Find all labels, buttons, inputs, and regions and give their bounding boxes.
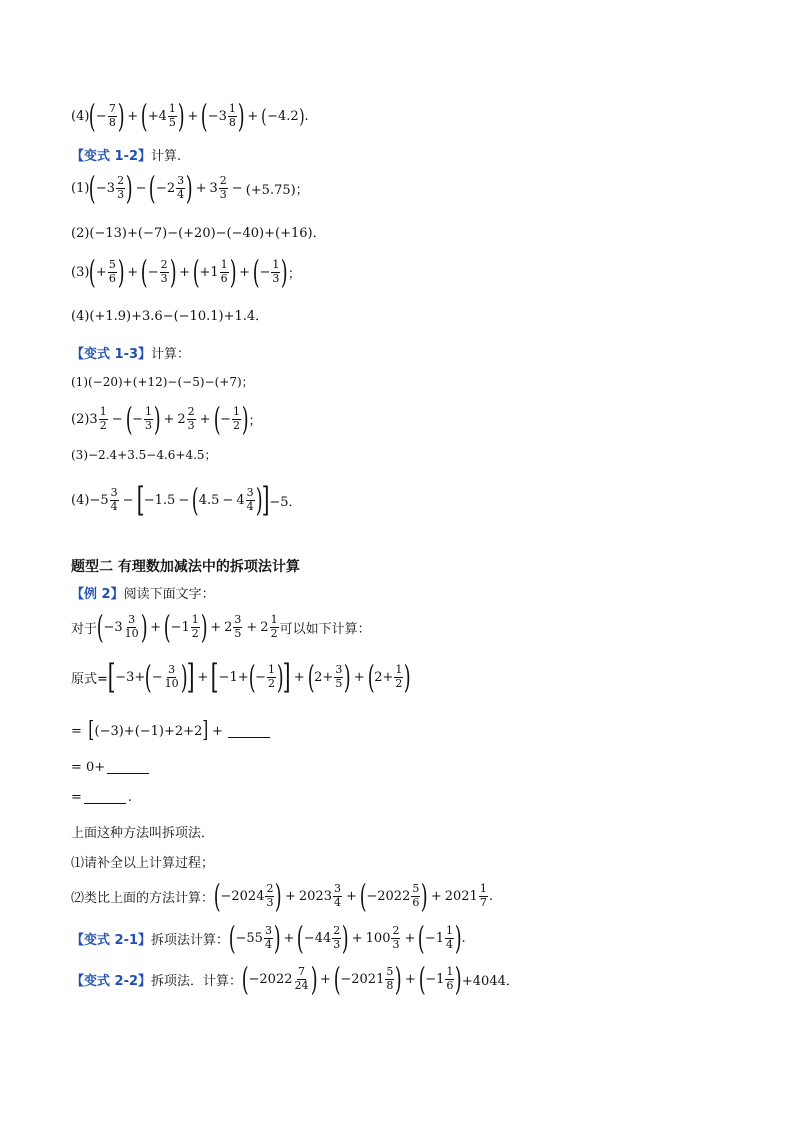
fraction: $\frac{2}{3}$ xyxy=(187,404,195,432)
variant-1-2-q3: (3) ( + $\frac{5}{6}$ ) + ( − $\frac{2}{3}$ ) + ( +1 $\frac{1}{6}$ ) + ( − $\frac{1}{3}$ ) ； xyxy=(71,253,301,291)
variant-2-1: 【变式 2-1】 拆项法计算： ( −55 $\frac{3}{4}$ ) + ( −44 $\frac{2}{3}$ ) + 100 $\frac{2}{3}$ + ( −1 $\frac{1}{4}$ ) . xyxy=(71,919,466,957)
fraction: $\frac{5}{6}$ xyxy=(108,257,116,285)
fraction: $\frac{5}{6}$ xyxy=(412,881,420,909)
fraction: $\frac{2}{3}$ xyxy=(160,257,168,285)
variant-1-2-q1: (1) ( −3 $\frac{2}{3}$ ) − ( −2 $\frac{3}{4}$ ) + 3 $\frac{2}{3}$ − (+5.75)； xyxy=(71,169,309,207)
fraction: $\frac{1}{2}$ xyxy=(232,404,240,432)
fraction: $\frac{1}{2}$ xyxy=(191,612,199,640)
fraction: $\frac{3}{10}$ xyxy=(124,612,139,640)
variant-1-3-q1: (1)(−20)+(+12)−(−5)−(+7)； xyxy=(71,375,254,389)
example-2-title: 【例 2】 阅读下面文字： xyxy=(71,587,215,602)
variant-1-2-title: 【变式 1-2】 计算. xyxy=(71,149,182,164)
fraction: $\frac{3}{4}$ xyxy=(110,485,118,513)
answer-blank[interactable] xyxy=(228,725,270,738)
example-2-expression: 对于 ( −3 $\frac{3}{10}$ ) + ( −1 $\frac{1}{2}$ ) + 2 $\frac{3}{5}$ + 2 $\frac{1}{2}$ 可以如下计算： xyxy=(71,608,371,646)
fraction: $\frac{7}{8}$ xyxy=(108,101,116,129)
variant-1-2-q4: (4)(+1.9)+3.6−(−10.1)+1.4． xyxy=(71,309,269,324)
variant-1-3-title: 【变式 1-3】 计算： xyxy=(71,347,191,362)
fraction: $\frac{1}{2}$ xyxy=(99,404,107,432)
fraction: $\frac{2}{3}$ xyxy=(266,881,274,909)
fraction: $\frac{3}{5}$ xyxy=(335,662,343,690)
fraction: $\frac{1}{3}$ xyxy=(145,404,152,432)
problem-1-1-4: (4) ( − $\frac{7}{8}$ ) + ( +4 $\frac{1}{5}$ ) + ( −3 $\frac{1}{8}$ ) + ( −4.2 ) . xyxy=(71,97,309,135)
example-2-step-4: = . xyxy=(71,790,133,805)
example-2-q2: ⑵类比上面的方法计算： ( −2024 $\frac{2}{3}$ ) + 2023 $\frac{3}{4}$ + ( −2022 $\frac{5}{6}$ ) + 2021 $\frac{1}{7}$ . xyxy=(71,877,493,915)
variant-1-2-q2: (2)(−13)+(−7)−(+20)−(−40)+(+16)． xyxy=(71,226,326,241)
fraction: $\frac{5}{8}$ xyxy=(386,964,394,992)
fraction: $\frac{3}{5}$ xyxy=(234,612,242,640)
answer-blank[interactable] xyxy=(107,761,149,774)
fraction: $\frac{1}{2}$ xyxy=(270,612,278,640)
fraction: $\frac{3}{4}$ xyxy=(333,881,341,909)
fraction: $\frac{1}{6}$ xyxy=(220,257,228,285)
fraction: $\frac{2}{3}$ xyxy=(392,923,400,951)
fraction: $\frac{3}{4}$ xyxy=(177,173,185,201)
example-2-step-1: 原式= [ −3+ ( − $\frac{3}{10}$ ) ] + [ −1+ ( − $\frac{1}{2}$ ) ] + ( 2+ $\frac{3}{5}$ ) + ( 2+ $\frac{1}{2}$ ) xyxy=(71,657,412,697)
fraction: $\frac{1}{6}$ xyxy=(446,964,454,992)
section-heading: 题型二 有理数加减法中的拆项法计算 xyxy=(71,559,300,575)
fraction: $\frac{2}{3}$ xyxy=(117,173,125,201)
example-2-step-3: = 0+ xyxy=(71,760,151,775)
fraction: $\frac{1}{7}$ xyxy=(479,881,487,909)
method-note: 上面这种方法叫拆项法． xyxy=(71,826,215,841)
example-2-q1: ⑴请补全以上计算过程； xyxy=(71,856,215,871)
variant-1-3-q2: (2) 3 $\frac{1}{2}$ − ( − $\frac{1}{3}$ ) + 2 $\frac{2}{3}$ + ( − $\frac{1}{2}$ ) ； xyxy=(71,400,262,438)
fraction: $\frac{1}{3}$ xyxy=(272,257,280,285)
fraction: $\frac{7}{24}$ xyxy=(294,964,309,992)
fraction: $\frac{3}{10}$ xyxy=(164,662,179,690)
fraction: $\frac{2}{3}$ xyxy=(333,923,341,951)
fraction: $\frac{1}{4}$ xyxy=(446,923,454,951)
fraction: $\frac{1}{2}$ xyxy=(268,662,275,690)
fraction: $\frac{3}{4}$ xyxy=(264,923,272,951)
variant-1-3-q4: (4) −5 $\frac{3}{4}$ − [ −1.5 − ( 4.5 − 4 $\frac{3}{4}$ ) ] −5． xyxy=(71,480,302,520)
fraction: $\frac{3}{4}$ xyxy=(246,485,254,513)
answer-blank[interactable] xyxy=(84,791,126,804)
fraction: $\frac{1}{2}$ xyxy=(395,662,403,690)
fraction: $\frac{2}{3}$ xyxy=(219,173,227,201)
fraction: $\frac{1}{8}$ xyxy=(228,101,236,129)
fraction: $\frac{1}{5}$ xyxy=(168,101,176,129)
example-2-step-2: = [ (−3)+(−1)+2+2 ] + xyxy=(71,720,272,742)
variant-1-3-q3: (3)−2.4+3.5−4.6+4.5； xyxy=(71,448,217,462)
variant-2-2: 【变式 2-2】 拆项法．计算： ( −2022 $\frac{7}{24}$ ) + ( −2021 $\frac{5}{8}$ ) + ( −1 $\frac{1}{6}$ ) +4044． xyxy=(71,960,519,998)
